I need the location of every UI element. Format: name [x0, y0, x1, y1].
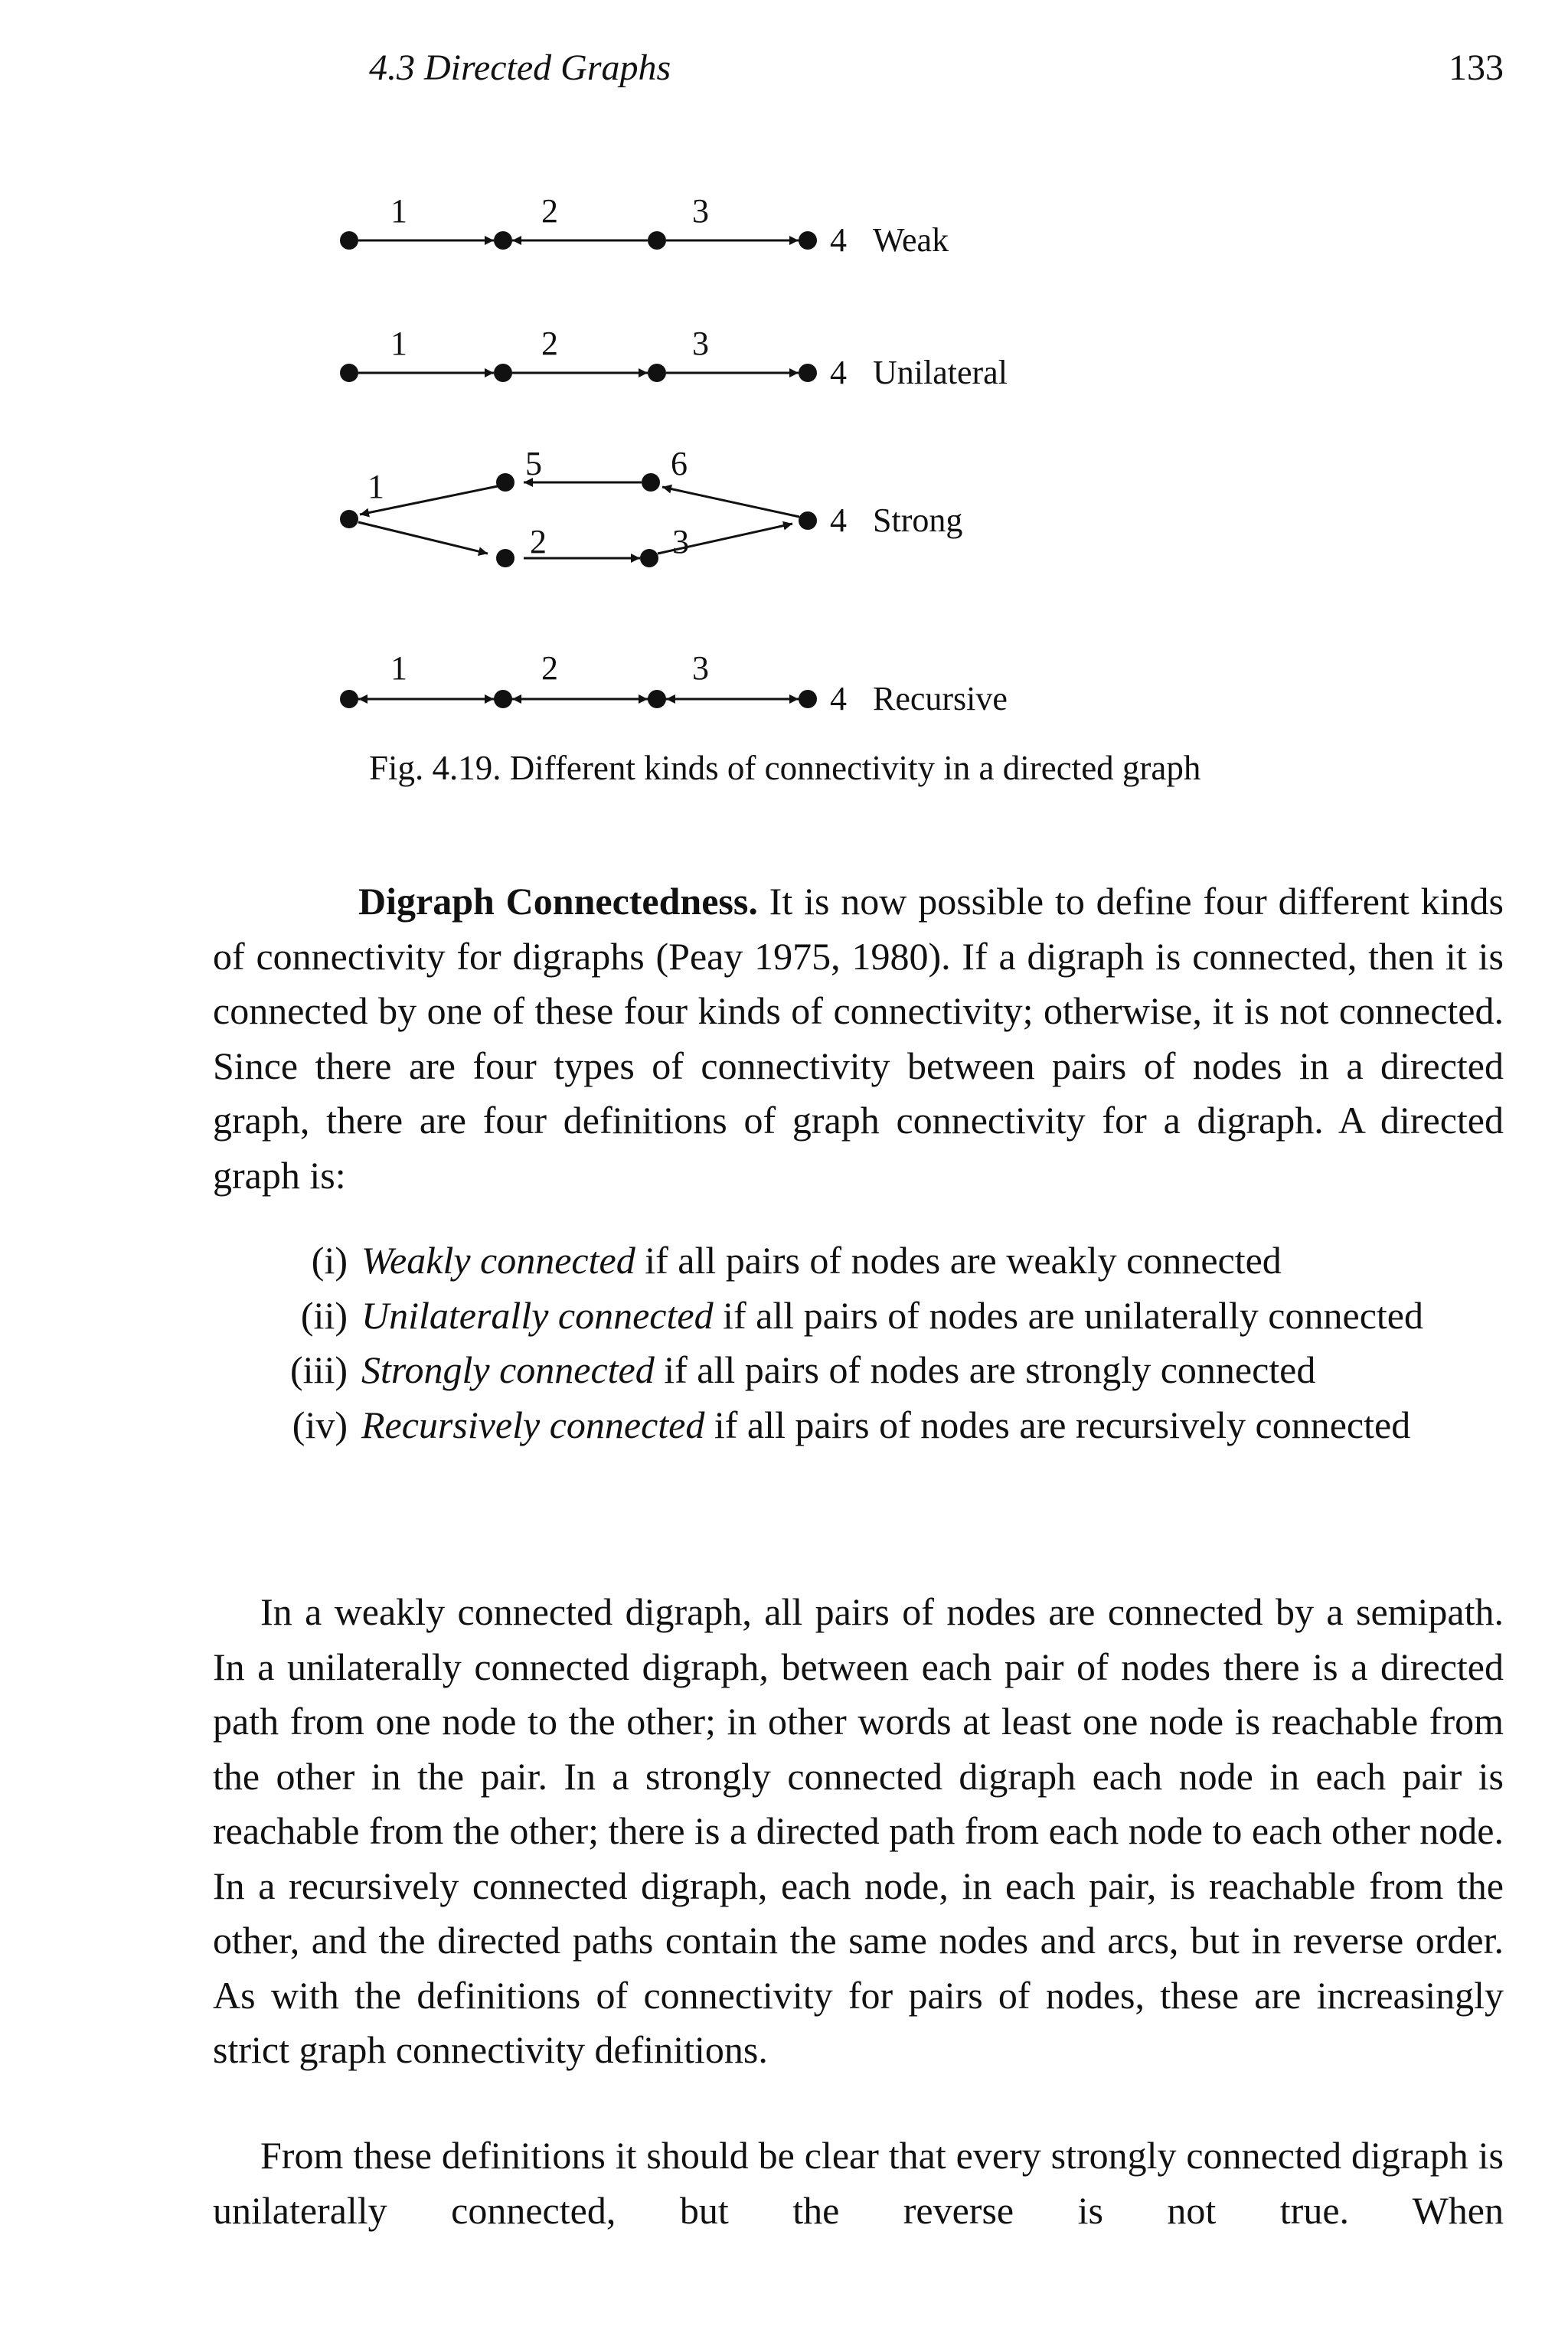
arc-1-2	[358, 522, 488, 554]
weak-digraph	[340, 192, 949, 259]
node-3	[648, 364, 666, 382]
node-3	[648, 231, 666, 250]
node-label-4: 4	[830, 502, 847, 539]
definition-list	[213, 1233, 1504, 1452]
node-1	[340, 231, 358, 250]
node-1	[340, 510, 358, 528]
paragraph-connectivity-explanation	[213, 1585, 1504, 2078]
definition-term: Unilaterally connected	[361, 1293, 714, 1337]
node-label-6: 6	[671, 445, 688, 482]
node-2	[496, 549, 514, 567]
definition-term: Weakly connected	[361, 1239, 635, 1282]
definition-text: if all pairs of nodes are strongly connected	[654, 1348, 1316, 1391]
node-label-2: 2	[541, 325, 558, 362]
definition-text: if all pairs of nodes are recursively connected	[704, 1403, 1411, 1446]
node-2	[494, 231, 512, 250]
page-number: 133	[1449, 47, 1504, 88]
node-label-5: 5	[525, 445, 542, 482]
running-head	[369, 41, 1504, 95]
node-label-1: 1	[390, 192, 407, 230]
item-number: (iii)	[290, 1348, 348, 1391]
node-label-3: 3	[692, 325, 709, 362]
node-label-2: 2	[530, 523, 547, 560]
definition-text: if all pairs of nodes are unilaterally connected	[713, 1293, 1423, 1337]
definition-term: Recursively connected	[361, 1403, 705, 1446]
node-label-3: 3	[692, 192, 709, 230]
definition-text: if all pairs of nodes are weakly connected	[635, 1239, 1282, 1282]
unilateral-digraph	[340, 325, 1008, 391]
definition-item	[213, 1398, 1504, 1453]
figure-caption: Fig. 4.19. Different kinds of connectivity in a directed graph	[369, 749, 1201, 787]
connectivity-label-weak: Weak	[873, 221, 949, 259]
connectivity-label-strong: Strong	[873, 502, 963, 539]
node-label-3: 3	[692, 649, 709, 687]
item-number: (iv)	[292, 1403, 348, 1446]
node-1	[340, 690, 358, 708]
node-4	[799, 690, 817, 708]
node-label-2: 2	[541, 649, 558, 687]
node-label-1: 1	[390, 649, 407, 687]
node-label-2: 2	[541, 192, 558, 230]
definition-item	[213, 1233, 1504, 1289]
paragraph-text: It is now possible to define four different kinds of connectivity for digraphs (Peay 1975, 1980). If a digraph is connected, then it is connected by one of these four kinds of connectivity; otherwise, it is not connected. Since there are four types of connectivity between pairs of nodes in a directed graph, there are four definitions of graph connectivity for a digraph. A directed graph is:	[213, 880, 1504, 1197]
node-label-1: 1	[368, 468, 384, 505]
item-number: (i)	[311, 1239, 348, 1282]
connectivity-figure	[329, 161, 1018, 727]
node-1	[340, 364, 358, 382]
node-6	[642, 473, 660, 492]
run-in-heading: Digraph Connectedness.	[358, 880, 758, 923]
node-label-4: 4	[830, 221, 847, 259]
node-5	[496, 473, 514, 492]
node-label-1: 1	[390, 325, 407, 362]
node-3	[648, 690, 666, 708]
node-4	[799, 231, 817, 250]
definition-item	[213, 1343, 1504, 1398]
node-2	[494, 364, 512, 382]
definition-item	[213, 1289, 1504, 1344]
node-label-4: 4	[830, 354, 847, 391]
paragraph-text: In a weakly connected digraph, all pairs of nodes are connected by a semipath. In a unilaterally connected digraph, between each pair of nodes there is a directed path from one node to the other; in other words at least one node is reachable from the other in the pair. In a strongly connected digraph each node in each pair is reachable from the other; there is a directed path from each node to each other node. In a recursively connected digraph, each node, in each pair, is reachable from the other, and the directed paths contain the same nodes and arcs, but in reverse order. As with the definitions of connectivity for pairs of nodes, these are increasingly strict graph connectivity definitions.	[213, 1590, 1504, 2071]
node-4	[799, 364, 817, 382]
arc-4-6	[662, 487, 799, 517]
node-3	[640, 549, 658, 567]
connectivity-label-recursive: Recursive	[873, 680, 1008, 717]
node-label-4: 4	[830, 680, 847, 717]
section-title: 4.3 Directed Graphs	[369, 47, 671, 88]
connectivity-label-unilateral: Unilateral	[873, 354, 1008, 391]
node-label-3: 3	[672, 523, 689, 560]
item-number: (ii)	[300, 1293, 348, 1337]
paragraph-digraph-connectedness	[213, 874, 1504, 1203]
node-4	[799, 511, 817, 530]
strong-digraph	[340, 445, 962, 567]
paragraph-text: From these definitions it should be clear that every strongly connected digraph is unilaterally connected, but the reverse is not true. When	[213, 2134, 1504, 2232]
node-2	[494, 690, 512, 708]
recursive-digraph	[340, 649, 1008, 717]
definition-term: Strongly connected	[361, 1348, 655, 1391]
paragraph-strongly-unilateral	[213, 2129, 1504, 2238]
